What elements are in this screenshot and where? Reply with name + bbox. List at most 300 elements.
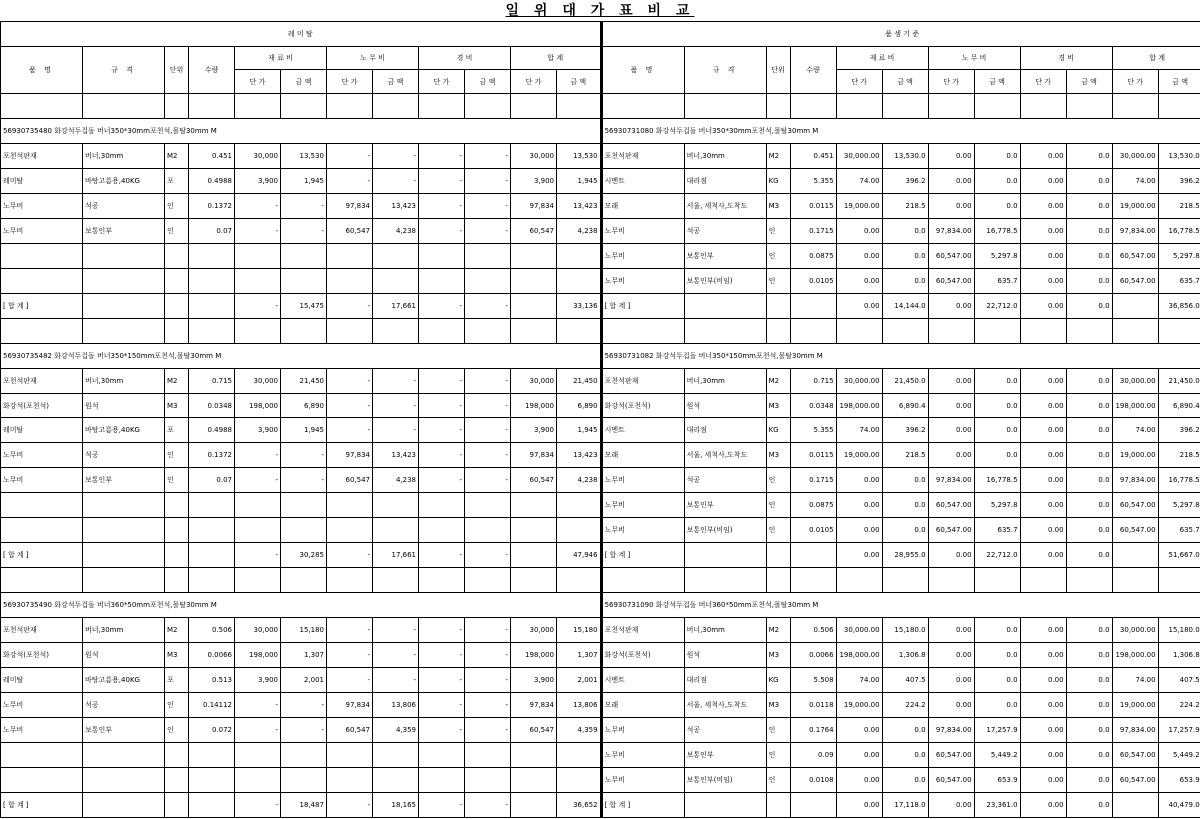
material-unit-price: 0.00 [836, 518, 882, 543]
expense-amount: 0.0 [1066, 692, 1112, 717]
labor-amount: 635.7 [974, 518, 1020, 543]
total-label: [ 합 계 ] [1, 792, 83, 817]
material-amount: 0.0 [882, 268, 928, 293]
material-amount: 0.0 [882, 767, 928, 792]
material-unit-price: 198,000.00 [836, 393, 882, 418]
expense-unit-price: - [419, 792, 465, 817]
total-amount: 5,449.2 [1158, 742, 1200, 767]
material-amount: 396.2 [882, 168, 928, 193]
labor-unit-price [327, 243, 373, 268]
total-unit-price: 74.00 [1112, 168, 1158, 193]
material-amount: 396.2 [882, 418, 928, 443]
total-row [602, 792, 1200, 817]
labor-amount: 16,778.5 [974, 218, 1020, 243]
empty-cell [465, 318, 511, 343]
item-name: 포천석판재 [1, 144, 83, 169]
item-qty [189, 243, 235, 268]
item-qty: 0.0066 [189, 643, 235, 668]
item-unit: M2 [766, 618, 790, 643]
item-spec: 석공 [83, 692, 165, 717]
item-unit: 인 [766, 268, 790, 293]
total-qty [790, 543, 836, 568]
total-spec [684, 792, 766, 817]
item-name: 시멘트 [602, 668, 684, 693]
spacer-row [1, 568, 601, 593]
material-amount [281, 493, 327, 518]
expense-amount: 0.0 [1066, 144, 1112, 169]
total-spec [684, 293, 766, 318]
empty-cell [327, 318, 373, 343]
material-unit-price: 0.00 [836, 767, 882, 792]
col-header-unit: 단위 [766, 46, 790, 93]
item-unit: 인 [165, 468, 189, 493]
expense-unit-price: - [419, 443, 465, 468]
col-header-amount: 금 액 [557, 70, 601, 94]
material-amount: 18,487 [281, 792, 327, 817]
item-name: 포천석판재 [1, 618, 83, 643]
expense-unit-price: - [419, 193, 465, 218]
total-unit-price: 19,000.00 [1112, 692, 1158, 717]
item-unit [165, 243, 189, 268]
table-row [1, 418, 601, 443]
expense-amount: 0.0 [1066, 468, 1112, 493]
expense-amount: - [465, 293, 511, 318]
item-qty: 0.0105 [790, 518, 836, 543]
expense-amount: 0.0 [1066, 393, 1112, 418]
col-header-unit-price: 단 가 [1112, 70, 1158, 94]
empty-cell [373, 94, 419, 119]
material-amount: - [281, 218, 327, 243]
empty-cell [327, 94, 373, 119]
labor-unit-price [327, 742, 373, 767]
total-amount: 5,297.8 [1158, 243, 1200, 268]
expense-amount: 0.0 [1066, 518, 1112, 543]
expense-amount: - [465, 717, 511, 742]
expense-unit-price: - [419, 543, 465, 568]
total-unit-price: 60,547.00 [1112, 767, 1158, 792]
col-header-expense: 경 비 [419, 46, 511, 70]
item-qty: 0.07 [189, 218, 235, 243]
total-unit-price: 60,547.00 [1112, 742, 1158, 767]
item-spec: 버너,30mm [684, 618, 766, 643]
total-unit-price: 3,900 [511, 668, 557, 693]
item-spec [83, 243, 165, 268]
material-unit-price [235, 243, 281, 268]
col-header-unit-price: 단 가 [235, 70, 281, 94]
material-amount: 0.0 [882, 493, 928, 518]
col-header-unit-price: 단 가 [928, 70, 974, 94]
expense-unit-price: - [419, 668, 465, 693]
labor-amount: 0.0 [974, 193, 1020, 218]
labor-unit-price: 60,547 [327, 717, 373, 742]
empty-cell [281, 318, 327, 343]
item-unit: 인 [766, 742, 790, 767]
col-header-unit-price: 단 가 [836, 70, 882, 94]
labor-amount: - [373, 643, 419, 668]
expense-amount: - [465, 193, 511, 218]
table-row [602, 767, 1200, 792]
expense-unit-price: - [419, 393, 465, 418]
expense-unit-price: - [419, 643, 465, 668]
material-amount: 21,450 [281, 368, 327, 393]
labor-amount: 0.0 [974, 393, 1020, 418]
item-name [1, 767, 83, 792]
empty-cell [1158, 94, 1200, 119]
item-spec: 바탕고름용,40KG [83, 418, 165, 443]
empty-cell [836, 318, 882, 343]
item-qty: 0.0115 [790, 193, 836, 218]
material-amount: - [281, 717, 327, 742]
empty-cell [882, 94, 928, 119]
item-name: 노무비 [602, 742, 684, 767]
table-row [1, 767, 601, 792]
table-row [1, 742, 601, 767]
total-unit-price: 198,000.00 [1112, 393, 1158, 418]
empty-cell [684, 94, 766, 119]
empty-cell [1112, 568, 1158, 593]
item-spec: 버너,30mm [83, 144, 165, 169]
total-unit-price: 3,900 [511, 168, 557, 193]
empty-cell [684, 568, 766, 593]
item-name: 시멘트 [602, 418, 684, 443]
expense-amount: - [465, 468, 511, 493]
labor-amount: 0.0 [974, 443, 1020, 468]
total-amount: 13,530.0 [1158, 144, 1200, 169]
total-unit-price: 3,900 [511, 418, 557, 443]
table-row [602, 717, 1200, 742]
labor-amount [373, 268, 419, 293]
material-unit-price: - [235, 692, 281, 717]
item-unit: KG [766, 168, 790, 193]
material-amount: 407.5 [882, 668, 928, 693]
empty-cell [928, 568, 974, 593]
total-unit-price: 97,834.00 [1112, 468, 1158, 493]
group-code-row [602, 119, 1200, 144]
total-unit-price: 60,547.00 [1112, 493, 1158, 518]
item-unit: 인 [766, 218, 790, 243]
item-qty: 0.1372 [189, 193, 235, 218]
empty-cell [602, 568, 684, 593]
empty-cell [882, 318, 928, 343]
total-unit-price [511, 792, 557, 817]
total-amount: 653.9 [1158, 767, 1200, 792]
empty-cell [1, 568, 83, 593]
expense-unit-price [419, 767, 465, 792]
total-unit [766, 792, 790, 817]
expense-unit-price: 0.00 [1020, 493, 1066, 518]
left-price-table [0, 21, 602, 818]
material-unit-price: 0.00 [836, 742, 882, 767]
item-qty [189, 493, 235, 518]
table-row [1, 643, 601, 668]
material-unit-price: - [235, 443, 281, 468]
empty-cell [1, 94, 83, 119]
total-unit-price [1112, 293, 1158, 318]
total-unit-price [511, 268, 557, 293]
empty-cell [790, 318, 836, 343]
item-unit: M3 [766, 443, 790, 468]
item-qty: 0.0348 [189, 393, 235, 418]
total-unit-price: 198,000.00 [1112, 643, 1158, 668]
expense-unit-price [419, 493, 465, 518]
item-unit: KG [766, 668, 790, 693]
material-unit-price: 3,900 [235, 668, 281, 693]
total-amount: 36,856.0 [1158, 293, 1200, 318]
total-amount: 4,359 [557, 717, 601, 742]
material-amount: 224.2 [882, 692, 928, 717]
material-unit-price: 30,000 [235, 618, 281, 643]
item-name: 화강석(포천석) [1, 393, 83, 418]
material-amount: 218.5 [882, 193, 928, 218]
spacer-row [602, 318, 1200, 343]
empty-cell [419, 94, 465, 119]
total-unit-price: 60,547 [511, 468, 557, 493]
total-label: [ 합 계 ] [1, 543, 83, 568]
item-unit: 인 [165, 218, 189, 243]
total-amount: 13,423 [557, 193, 601, 218]
item-spec: 대리점 [684, 418, 766, 443]
material-unit-price: 198,000.00 [836, 643, 882, 668]
table-row [602, 742, 1200, 767]
total-label: [ 합 계 ] [1, 293, 83, 318]
item-unit: 인 [766, 493, 790, 518]
total-unit-price: 198,000 [511, 393, 557, 418]
total-amount: 218.5 [1158, 193, 1200, 218]
labor-unit-price: 97,834.00 [928, 218, 974, 243]
labor-unit-price: 0.00 [928, 393, 974, 418]
material-amount: 1,307 [281, 643, 327, 668]
labor-amount: 4,359 [373, 717, 419, 742]
group-code: 56930731090 화강석두겁돌 버너360*50mm포천석,몰탈30mm M [602, 593, 1200, 618]
empty-cell [928, 94, 974, 119]
col-header-unit-price: 단 가 [419, 70, 465, 94]
labor-unit-price [327, 767, 373, 792]
material-unit-price [235, 767, 281, 792]
item-unit: KG [766, 418, 790, 443]
col-header-amount: 금 액 [882, 70, 928, 94]
material-unit-price: 3,900 [235, 418, 281, 443]
material-amount: 13,530 [281, 144, 327, 169]
col-header-qty: 수량 [790, 46, 836, 93]
empty-cell [511, 568, 557, 593]
col-header-amount: 금 액 [465, 70, 511, 94]
total-spec [83, 543, 165, 568]
expense-amount [465, 268, 511, 293]
item-qty: 0.451 [189, 144, 235, 169]
labor-unit-price: - [327, 144, 373, 169]
item-unit: M2 [165, 618, 189, 643]
total-amount: 5,297.8 [1158, 493, 1200, 518]
empty-cell [836, 568, 882, 593]
total-unit-price: 74.00 [1112, 418, 1158, 443]
expense-unit-price: 0.00 [1020, 418, 1066, 443]
material-unit-price: - [235, 468, 281, 493]
item-spec: 석공 [83, 193, 165, 218]
labor-amount [373, 518, 419, 543]
empty-cell [83, 568, 165, 593]
empty-cell [790, 568, 836, 593]
empty-cell [766, 318, 790, 343]
group-code: 56930735480 화강석두겁돌 버너350*30mm포천석,몰탈30mm M [1, 119, 601, 144]
labor-amount [373, 493, 419, 518]
col-header-unit-price: 단 가 [511, 70, 557, 94]
total-amount: 1,307 [557, 643, 601, 668]
total-unit-price: 74.00 [1112, 668, 1158, 693]
empty-cell [1066, 94, 1112, 119]
total-unit-price: 30,000 [511, 618, 557, 643]
expense-amount: 0.0 [1066, 443, 1112, 468]
item-name: 시멘트 [602, 168, 684, 193]
comparison-tables [0, 21, 1200, 818]
item-spec: 보통인부(비임) [684, 767, 766, 792]
material-unit-price: 0.00 [836, 468, 882, 493]
material-amount: 15,180.0 [882, 618, 928, 643]
total-unit-price [511, 243, 557, 268]
empty-cell [684, 318, 766, 343]
total-amount [557, 767, 601, 792]
item-unit: M3 [165, 643, 189, 668]
item-qty: 0.0875 [790, 243, 836, 268]
item-spec: 대리점 [684, 168, 766, 193]
empty-cell [189, 318, 235, 343]
item-name: 화강석(포천석) [1, 643, 83, 668]
total-unit [165, 293, 189, 318]
material-unit-price: 0.00 [836, 268, 882, 293]
col-header-spec: 규 격 [684, 46, 766, 93]
item-spec: 서울, 세척사,도착도 [684, 443, 766, 468]
total-unit-price: 60,547.00 [1112, 518, 1158, 543]
labor-amount [373, 742, 419, 767]
item-spec: 원석 [684, 643, 766, 668]
material-unit-price: - [235, 543, 281, 568]
item-qty [189, 518, 235, 543]
labor-unit-price: 60,547.00 [928, 742, 974, 767]
expense-amount: - [465, 368, 511, 393]
total-amount: 17,257.9 [1158, 717, 1200, 742]
table-row [602, 493, 1200, 518]
material-amount: 28,955.0 [882, 543, 928, 568]
material-unit-price: 30,000.00 [836, 144, 882, 169]
labor-amount: 18,165 [373, 792, 419, 817]
empty-cell [974, 94, 1020, 119]
col-header-amount: 금 액 [1066, 70, 1112, 94]
expense-amount: 0.0 [1066, 293, 1112, 318]
column-header-row [1, 46, 601, 70]
item-unit: 인 [766, 767, 790, 792]
total-unit-price [511, 543, 557, 568]
labor-unit-price: 97,834 [327, 692, 373, 717]
item-name [1, 243, 83, 268]
item-spec: 보통인부(비임) [684, 268, 766, 293]
table-row [602, 443, 1200, 468]
col-header-spec: 규 격 [83, 46, 165, 93]
item-name: 노무비 [602, 268, 684, 293]
total-unit-price: 19,000.00 [1112, 193, 1158, 218]
table-row [602, 144, 1200, 169]
expense-amount: 0.0 [1066, 767, 1112, 792]
total-unit-price [1112, 792, 1158, 817]
item-spec: 원석 [83, 643, 165, 668]
col-header-unit-price: 단 가 [327, 70, 373, 94]
labor-amount: 635.7 [974, 268, 1020, 293]
item-name: 포천석판재 [1, 368, 83, 393]
col-header-unit-price: 단 가 [1020, 70, 1066, 94]
total-unit-price [511, 767, 557, 792]
table-row [1, 518, 601, 543]
expense-amount: - [465, 144, 511, 169]
empty-cell [766, 94, 790, 119]
item-name: 모래 [602, 443, 684, 468]
source-header-row [1, 22, 601, 47]
group-code-row [1, 119, 601, 144]
item-spec: 보통인부 [684, 243, 766, 268]
expense-amount: 0.0 [1066, 643, 1112, 668]
item-unit: 인 [165, 717, 189, 742]
empty-cell [327, 568, 373, 593]
total-amount: 635.7 [1158, 518, 1200, 543]
item-unit [165, 767, 189, 792]
material-amount [281, 243, 327, 268]
empty-cell [235, 318, 281, 343]
item-spec: 바탕고름용,40KG [83, 668, 165, 693]
empty-cell [511, 318, 557, 343]
empty-cell [557, 94, 601, 119]
item-qty: 0.4988 [189, 418, 235, 443]
total-amount: 21,450 [557, 368, 601, 393]
expense-unit-price: 0.00 [1020, 468, 1066, 493]
material-unit-price: 0.00 [836, 717, 882, 742]
labor-unit-price: - [327, 393, 373, 418]
table-row [1, 692, 601, 717]
table-row [602, 518, 1200, 543]
item-name [1, 518, 83, 543]
total-amount [557, 742, 601, 767]
total-label: [ 합 계 ] [602, 792, 684, 817]
item-name: 레미탈 [1, 168, 83, 193]
empty-cell [1020, 94, 1066, 119]
labor-amount: 0.0 [974, 643, 1020, 668]
item-name: 노무비 [602, 717, 684, 742]
empty-cell [1112, 94, 1158, 119]
total-amount: 6,890.4 [1158, 393, 1200, 418]
labor-amount: 0.0 [974, 418, 1020, 443]
total-amount: 21,450.0 [1158, 368, 1200, 393]
item-name: 노무비 [602, 493, 684, 518]
item-spec: 원석 [83, 393, 165, 418]
table-row [602, 368, 1200, 393]
item-unit: M3 [766, 193, 790, 218]
item-qty: 0.451 [790, 144, 836, 169]
expense-unit-price: 0.00 [1020, 692, 1066, 717]
material-amount: 2,001 [281, 668, 327, 693]
empty-cell [836, 94, 882, 119]
total-amount: 16,778.5 [1158, 218, 1200, 243]
item-spec: 보통인부 [83, 218, 165, 243]
material-unit-price: 30,000 [235, 144, 281, 169]
empty-cell [1020, 318, 1066, 343]
item-qty: 0.1372 [189, 443, 235, 468]
total-label: [ 합 계 ] [602, 293, 684, 318]
labor-unit-price: 0.00 [928, 618, 974, 643]
item-unit: M3 [165, 393, 189, 418]
expense-unit-price: 0.00 [1020, 618, 1066, 643]
material-unit-price: 0.00 [836, 243, 882, 268]
source-header-row [602, 22, 1200, 47]
labor-unit-price: 60,547 [327, 468, 373, 493]
item-qty: 0.1764 [790, 717, 836, 742]
empty-cell [189, 94, 235, 119]
material-unit-price: 0.00 [836, 218, 882, 243]
